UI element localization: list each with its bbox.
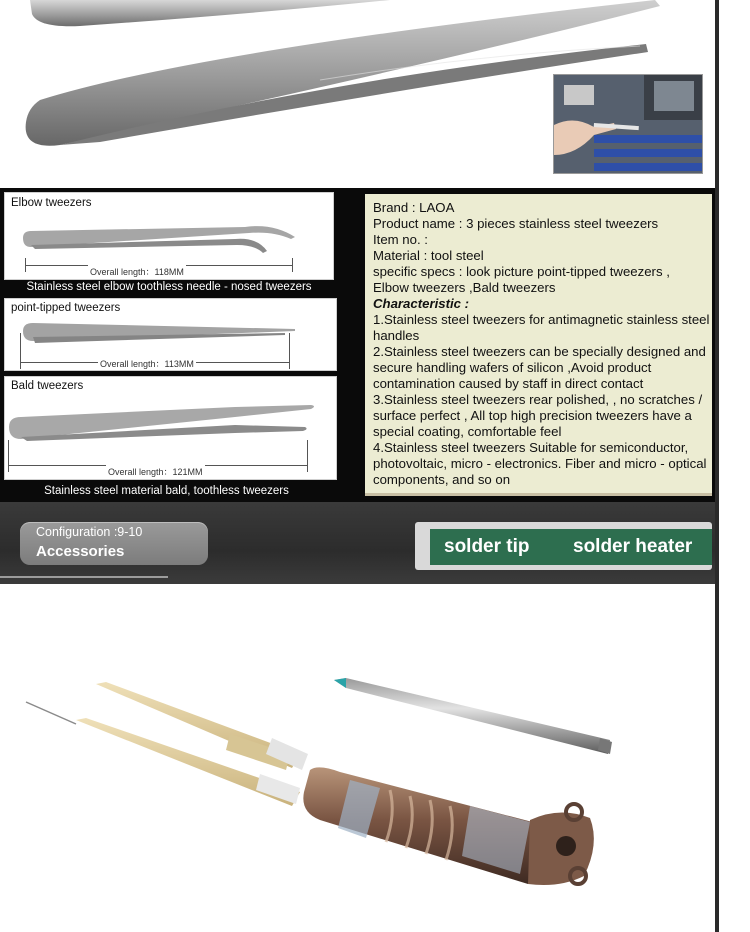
accessories-title: Accessories bbox=[36, 543, 125, 560]
characteristic-heading: Characteristic : bbox=[373, 296, 470, 311]
bald-length-tick-right bbox=[307, 440, 308, 472]
specs-text-line2: Elbow tweezers ,Bald tweezers bbox=[373, 280, 556, 295]
elbow-length-label: Overall length：118MM bbox=[90, 267, 184, 277]
characteristic-point-4: 4.Stainless steel tweezers Suitable for semiconductor, photovoltaic, micro - electronics. Fiber and micro - optical components, and so on bbox=[373, 440, 707, 487]
solder-tip-image bbox=[334, 678, 612, 754]
motherboard-inset-photo bbox=[553, 74, 703, 174]
elbow-tweezers-caption: Stainless steel elbow toothless needle - nosed tweezers bbox=[26, 281, 312, 293]
right-border-strip bbox=[715, 0, 750, 932]
solder-heater-image bbox=[303, 767, 594, 885]
elbow-length-tick-right bbox=[292, 258, 293, 272]
point-length-tick-right bbox=[289, 333, 290, 369]
motherboard-image bbox=[554, 75, 703, 174]
bald-tweezers-caption: Stainless steel material bald, toothless tweezers bbox=[44, 485, 289, 497]
bald-length-label: Overall length：121MM bbox=[108, 467, 203, 477]
material-text: Material : tool steel bbox=[373, 248, 484, 263]
characteristic-point-1: 1.Stainless steel tweezers for antimagnetic stainless steel handles bbox=[373, 312, 710, 343]
point-tipped-tweezers-title: point-tipped tweezers bbox=[11, 302, 121, 314]
point-length-tick-left bbox=[20, 333, 21, 369]
elbow-tweezers-title: Elbow tweezers bbox=[11, 197, 92, 209]
item-no-text: Item no. : bbox=[373, 232, 428, 247]
solder-heater-and-tip-image bbox=[0, 584, 715, 932]
bald-length-tick-left bbox=[8, 440, 9, 472]
product-info-panel bbox=[365, 194, 712, 496]
elbow-length-tick-left bbox=[25, 258, 26, 272]
point-length-label: Overall length：113MM bbox=[100, 359, 194, 369]
band-underline bbox=[0, 576, 168, 578]
bald-tweezers-title: Bald tweezers bbox=[11, 380, 84, 392]
characteristic-point-2: 2.Stainless steel tweezers can be specially designed and secure handling wafers of silicon ,Avoid product contamination caused by staff in direct contact bbox=[373, 344, 706, 391]
solder-tip-label: solder tip bbox=[444, 536, 530, 557]
configuration-count-text: Configuration :9-10 bbox=[36, 525, 143, 539]
solder-heater-label: solder heater bbox=[573, 536, 693, 557]
solder-accessories-photo bbox=[0, 584, 715, 932]
top-tweezers-photo bbox=[0, 0, 715, 188]
brand-text: Brand : LAOA bbox=[373, 200, 455, 215]
specs-text-line1: specific specs : look picture point-tipped tweezers , bbox=[373, 264, 670, 279]
product-name-text: Product name : 3 pieces stainless steel tweezers bbox=[373, 216, 659, 231]
characteristic-point-3: 3.Stainless steel tweezers rear polished, , no scratches / surface perfect , All top high precision tweezers have a special coating, comfortable feel bbox=[373, 392, 703, 439]
